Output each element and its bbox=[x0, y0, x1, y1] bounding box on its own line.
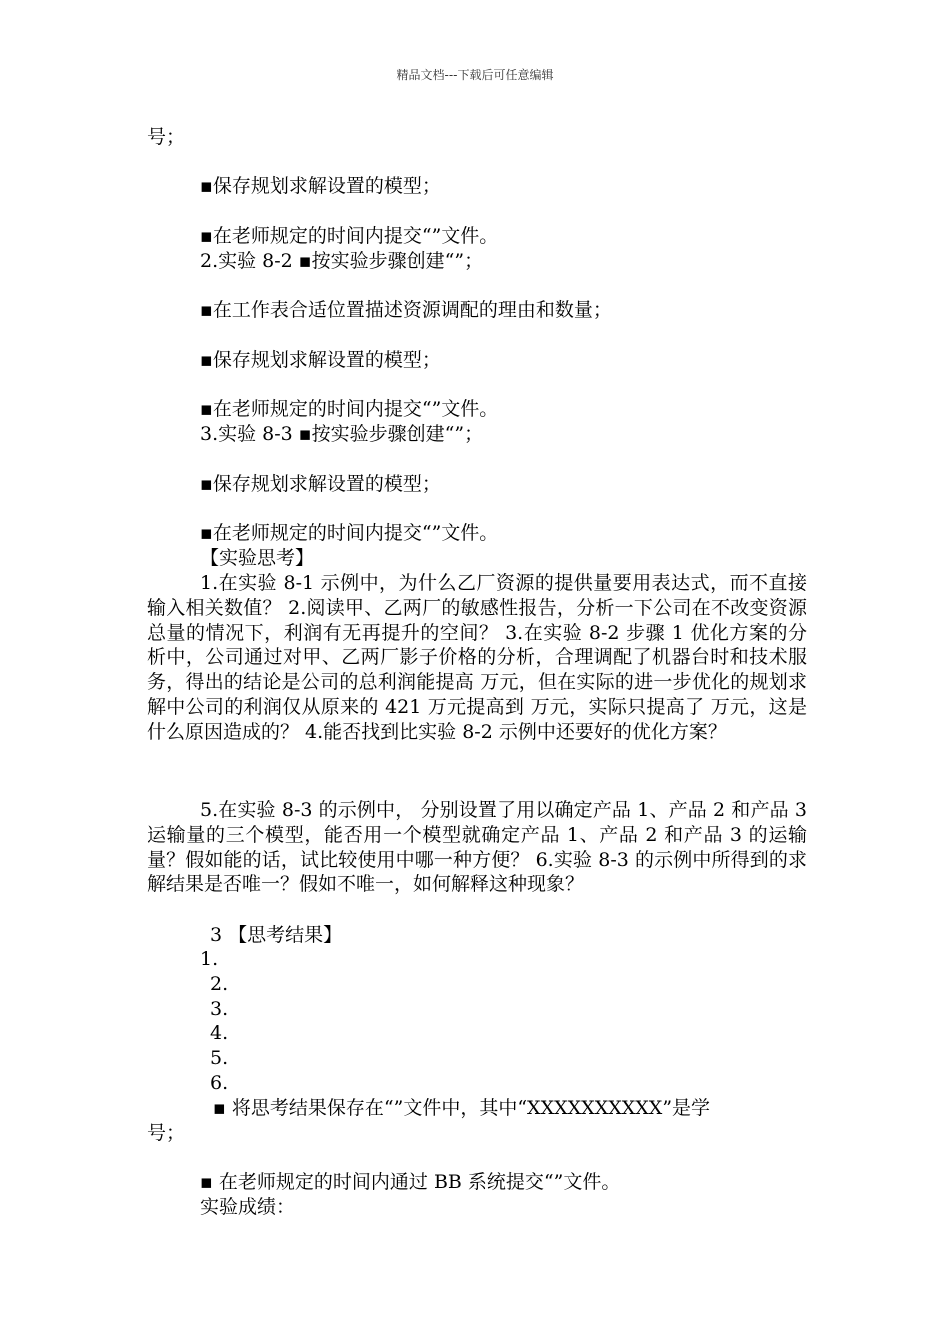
question-text: 5.在实验 8-3 的示例中， 分别设置了用以确定产品 1、产品 2 和产品 3 运输量的三个模型，能否用一个模型就确定产品 1、产品 2 和产品 3 的运输量？假如能的话，试比较使用中哪一种方便？ 6.实验 8-3 的示例中所得到的求解结果是否唯一？假如不唯一，如何解释这种现象？ bbox=[147, 799, 807, 896]
step-line: 2.实验 8-2 ▪按实验步骤创建“”； bbox=[200, 250, 484, 272]
result-item: 6. bbox=[210, 1072, 229, 1094]
bullet-item: ▪ 在老师规定的时间内通过 BB 系统提交“”文件。 bbox=[200, 1171, 621, 1193]
section-heading: 3 【思考结果】 bbox=[210, 924, 343, 946]
result-item: 5. bbox=[210, 1047, 229, 1069]
grade-label: 实验成绩： bbox=[200, 1196, 296, 1218]
result-item: 2. bbox=[210, 973, 229, 995]
page-header: 精品文档---下载后可任意编辑 bbox=[396, 68, 554, 82]
bullet-item: ▪在老师规定的时间内提交“”文件。 bbox=[200, 522, 499, 544]
bullet-item: ▪在老师规定的时间内提交“”文件。 bbox=[200, 398, 499, 420]
step-line: 3.实验 8-3 ▪按实验步骤创建“”； bbox=[200, 423, 484, 445]
result-item: 3. bbox=[210, 998, 229, 1020]
bullet-item: ▪ 将思考结果保存在“”文件中，其中“XXXXXXXXXX”是学 bbox=[213, 1097, 711, 1119]
question-paragraph bbox=[147, 571, 807, 745]
bullet-item: ▪保存规划求解设置的模型； bbox=[200, 473, 441, 495]
bullet-item: ▪保存规划求解设置的模型； bbox=[200, 175, 441, 197]
section-heading: 【实验思考】 bbox=[200, 547, 315, 569]
bullet-item: ▪保存规划求解设置的模型； bbox=[200, 349, 441, 371]
question-paragraph bbox=[147, 798, 807, 897]
bullet-item: ▪在工作表合适位置描述资源调配的理由和数量； bbox=[200, 299, 612, 321]
result-item: 1. bbox=[200, 948, 219, 970]
question-text: 1.在实验 8-1 示例中，为什么乙厂资源的提供量要用表达式，而不直接输入相关数值？ 2.阅读甲、乙两厂的敏感性报告，分析一下公司在不改变资源总量的情况下，利润有无再提升的空间？ 3.在实验 8-2 步骤 1 优化方案的分析中，公司通过对甲、乙两厂影子价格的分析，合理调配了机器台时和技术服务，得出的结论是公司的总利润能提高 万元，但在实际的进一步优化的规划求解中公司的利润仅从原来的 421 万元提高到 万元，实际只提高了 万元，这是什么原因造成的？ 4.能否找到比实验 8-2 示例中还要好的优化方案？ bbox=[147, 572, 807, 743]
result-item: 4. bbox=[210, 1022, 229, 1044]
text-line: 号； bbox=[147, 126, 186, 148]
text-line: 号； bbox=[147, 1122, 186, 1144]
bullet-item: ▪在老师规定的时间内提交“”文件。 bbox=[200, 225, 499, 247]
